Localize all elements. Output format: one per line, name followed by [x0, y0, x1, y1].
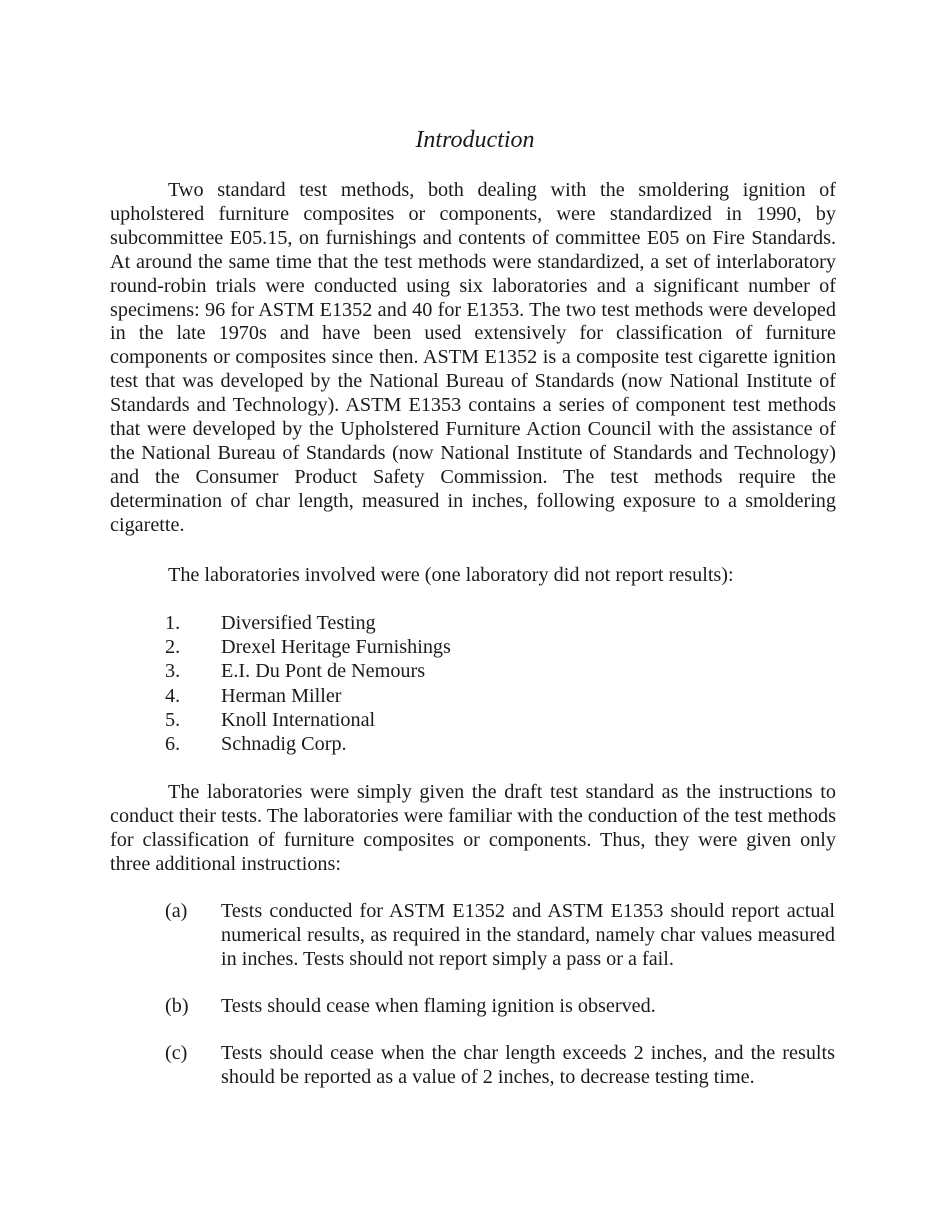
instruction-letter: (b) — [165, 994, 189, 1017]
intro-paragraph: Two standard test methods, both dealing with the smoldering ignition of upholstered furniture composites or components, were standardized in 1990, by subcommittee E05.15, on furnishings and contents of committee E05 on Fire Standards. At around the same time that the test methods were standardized, a set of interlaboratory round-robin trials were conducted using six laboratories and a significant number of specimens: 96 for ASTM E1352 and 40 for E1353. The two test methods were developed in the late 1970s and have been used extensively for classification of furniture components or composites since then. ASTM E1352 is a composite test cigarette ignition test that was developed by the National Bureau of Standards (now National Institute of Standards and Technology). ASTM E1353 contains a series of component test methods that were developed by the Upholstered Furniture Action Council with the assistance of the National Bureau of Standards (now National Institute of Standards and Technology) and the Consumer Product Safety Commission. The test methods require the determination of char length, measured in inches, following exposure to a smoldering cigarette. — [110, 179, 836, 536]
instruction-letter: (a) — [165, 900, 188, 922]
list-number: 3. — [165, 660, 181, 683]
instruction-letter: (c) — [165, 1041, 188, 1064]
list-item — [165, 708, 451, 732]
list-item — [165, 900, 835, 972]
instruction-list — [165, 900, 835, 1112]
laboratory-name: E.I. Du Pont de Nemours — [221, 660, 426, 683]
list-item — [165, 995, 835, 1019]
laboratory-name: Diversified Testing — [221, 612, 376, 634]
list-item — [165, 611, 451, 635]
instructions-intro-paragraph: The laboratories were simply given the draft test standard as the instructions to conduct their tests. The laboratories were familiar with the conduction of the test methods for classification of furniture composites or components. Thus, they were given only three additional instructions: — [110, 781, 836, 875]
laboratory-name: Drexel Heritage Furnishings — [221, 636, 451, 659]
list-number: 6. — [165, 733, 181, 756]
list-number: 1. — [165, 612, 181, 634]
laboratory-name: Knoll International — [221, 708, 376, 731]
instruction-text: Tests should cease when the char length exceeds 2 inches, and the results should be reported as a value of 2 inches, to decrease testing time. — [221, 1041, 835, 1088]
list-item — [165, 635, 451, 659]
list-item — [165, 684, 451, 708]
labs-intro-paragraph: The laboratories involved were (one laboratory did not report results): — [168, 564, 734, 586]
list-item — [165, 732, 451, 756]
laboratory-name: Schnadig Corp. — [221, 733, 347, 756]
list-item — [165, 1042, 835, 1090]
laboratory-name: Herman Miller — [221, 684, 342, 707]
instruction-text: Tests conducted for ASTM E1352 and ASTM E1353 should report actual numerical results, as required in the standard, namely char values measured in inches. Tests should not report simply a pass or a fail. — [221, 900, 835, 970]
page-title: Introduction — [415, 127, 535, 153]
instruction-text: Tests should cease when flaming ignition is observed. — [221, 994, 656, 1017]
list-number: 5. — [165, 708, 181, 731]
list-item — [165, 659, 451, 683]
list-number: 2. — [165, 636, 181, 659]
list-number: 4. — [165, 684, 181, 707]
laboratory-list — [165, 611, 451, 756]
